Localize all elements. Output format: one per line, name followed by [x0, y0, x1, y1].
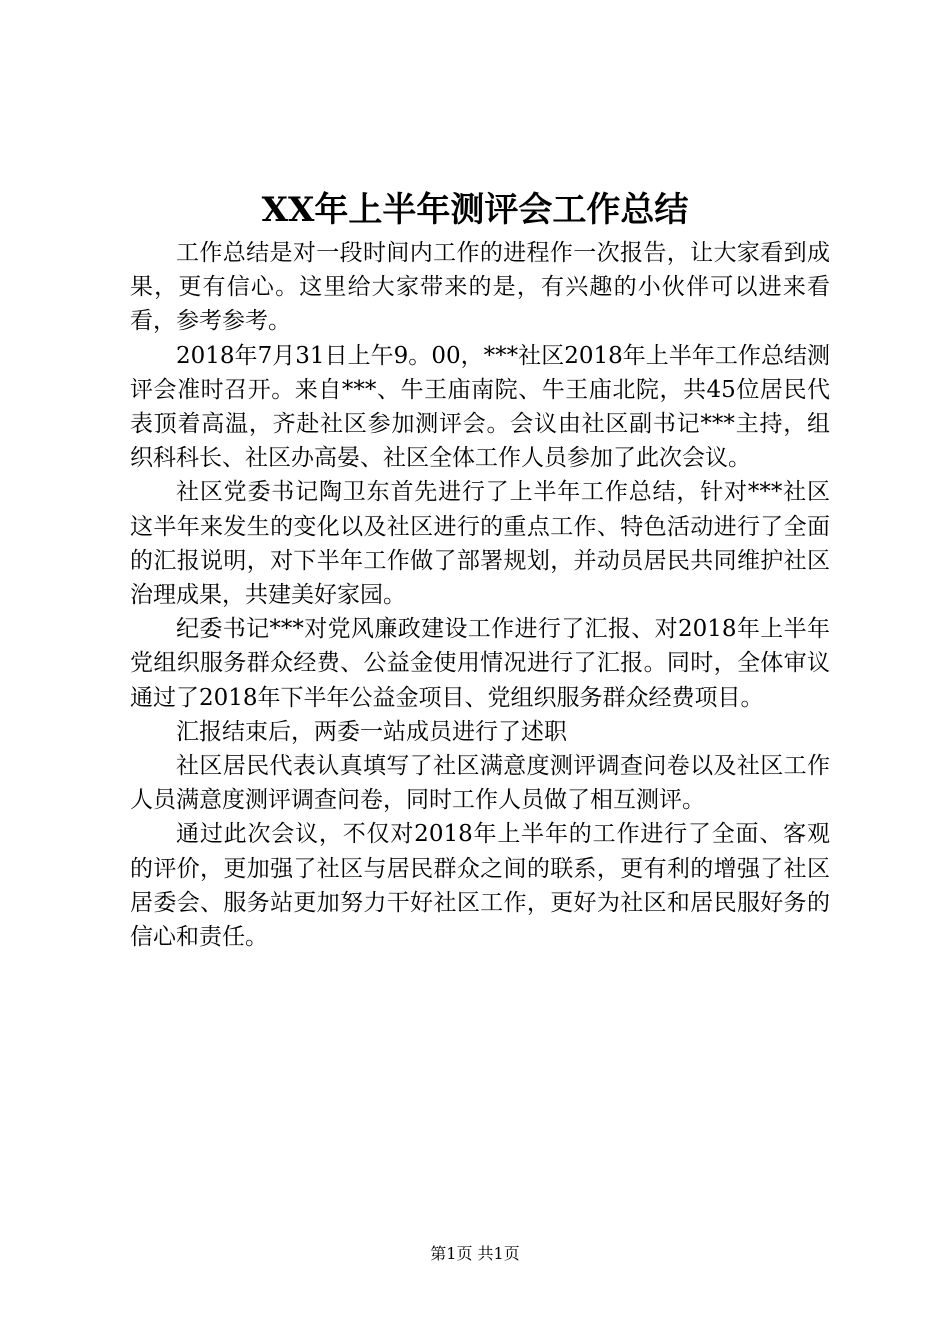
paragraph: 纪委书记***对党风廉政建设工作进行了汇报、对2018年上半年党组织服务群众经费、公益金使用情况进行了汇报。同时，全体审议通过了2018年下半年公益金项目、党组织服务群众经费项目。: [130, 616, 830, 711]
paragraph: 2018年7月31日上午9。00，***社区2018年上半年工作总结测评会准时召开。来自***、牛王庙南院、牛王庙北院，共45位居民代表顶着高温，齐赴社区参加测评会。会议由社区副书记***主持，组织科科长、社区办高晏、社区全体工作人员参加了此次会议。: [130, 342, 830, 472]
document-title: XX年上半年测评会工作总结: [261, 190, 689, 230]
paragraph: 社区党委书记陶卫东首先进行了上半年工作总结，针对***社区这半年来发生的变化以及社区进行的重点工作、特色活动进行了全面的汇报说明，对下半年工作做了部署规划，并动员居民共同维护社区治理成果，共建美好家园。: [130, 479, 830, 609]
paragraph: 汇报结束后，两委一站成员进行了述职: [176, 718, 567, 745]
document-body: [130, 236, 830, 954]
page-number-footer: 第1页 共1页: [430, 1244, 520, 1263]
paragraph: 社区居民代表认真填写了社区满意度测评调查问卷以及社区工作人员满意度测评调查问卷，同时工作人员做了相互测评。: [130, 753, 830, 814]
paragraph: 工作总结是对一段时间内工作的进程作一次报告，让大家看到成果，更有信心。这里给大家带来的是，有兴趣的小伙伴可以进来看看，参考参考。: [130, 240, 830, 335]
paragraph: 通过此次会议，不仅对2018年上半年的工作进行了全面、客观的评价，更加强了社区与居民群众之间的联系，更有利的增强了社区居委会、服务站更加努力干好社区工作，更好为社区和居民服好务的信心和责任。: [130, 821, 830, 951]
